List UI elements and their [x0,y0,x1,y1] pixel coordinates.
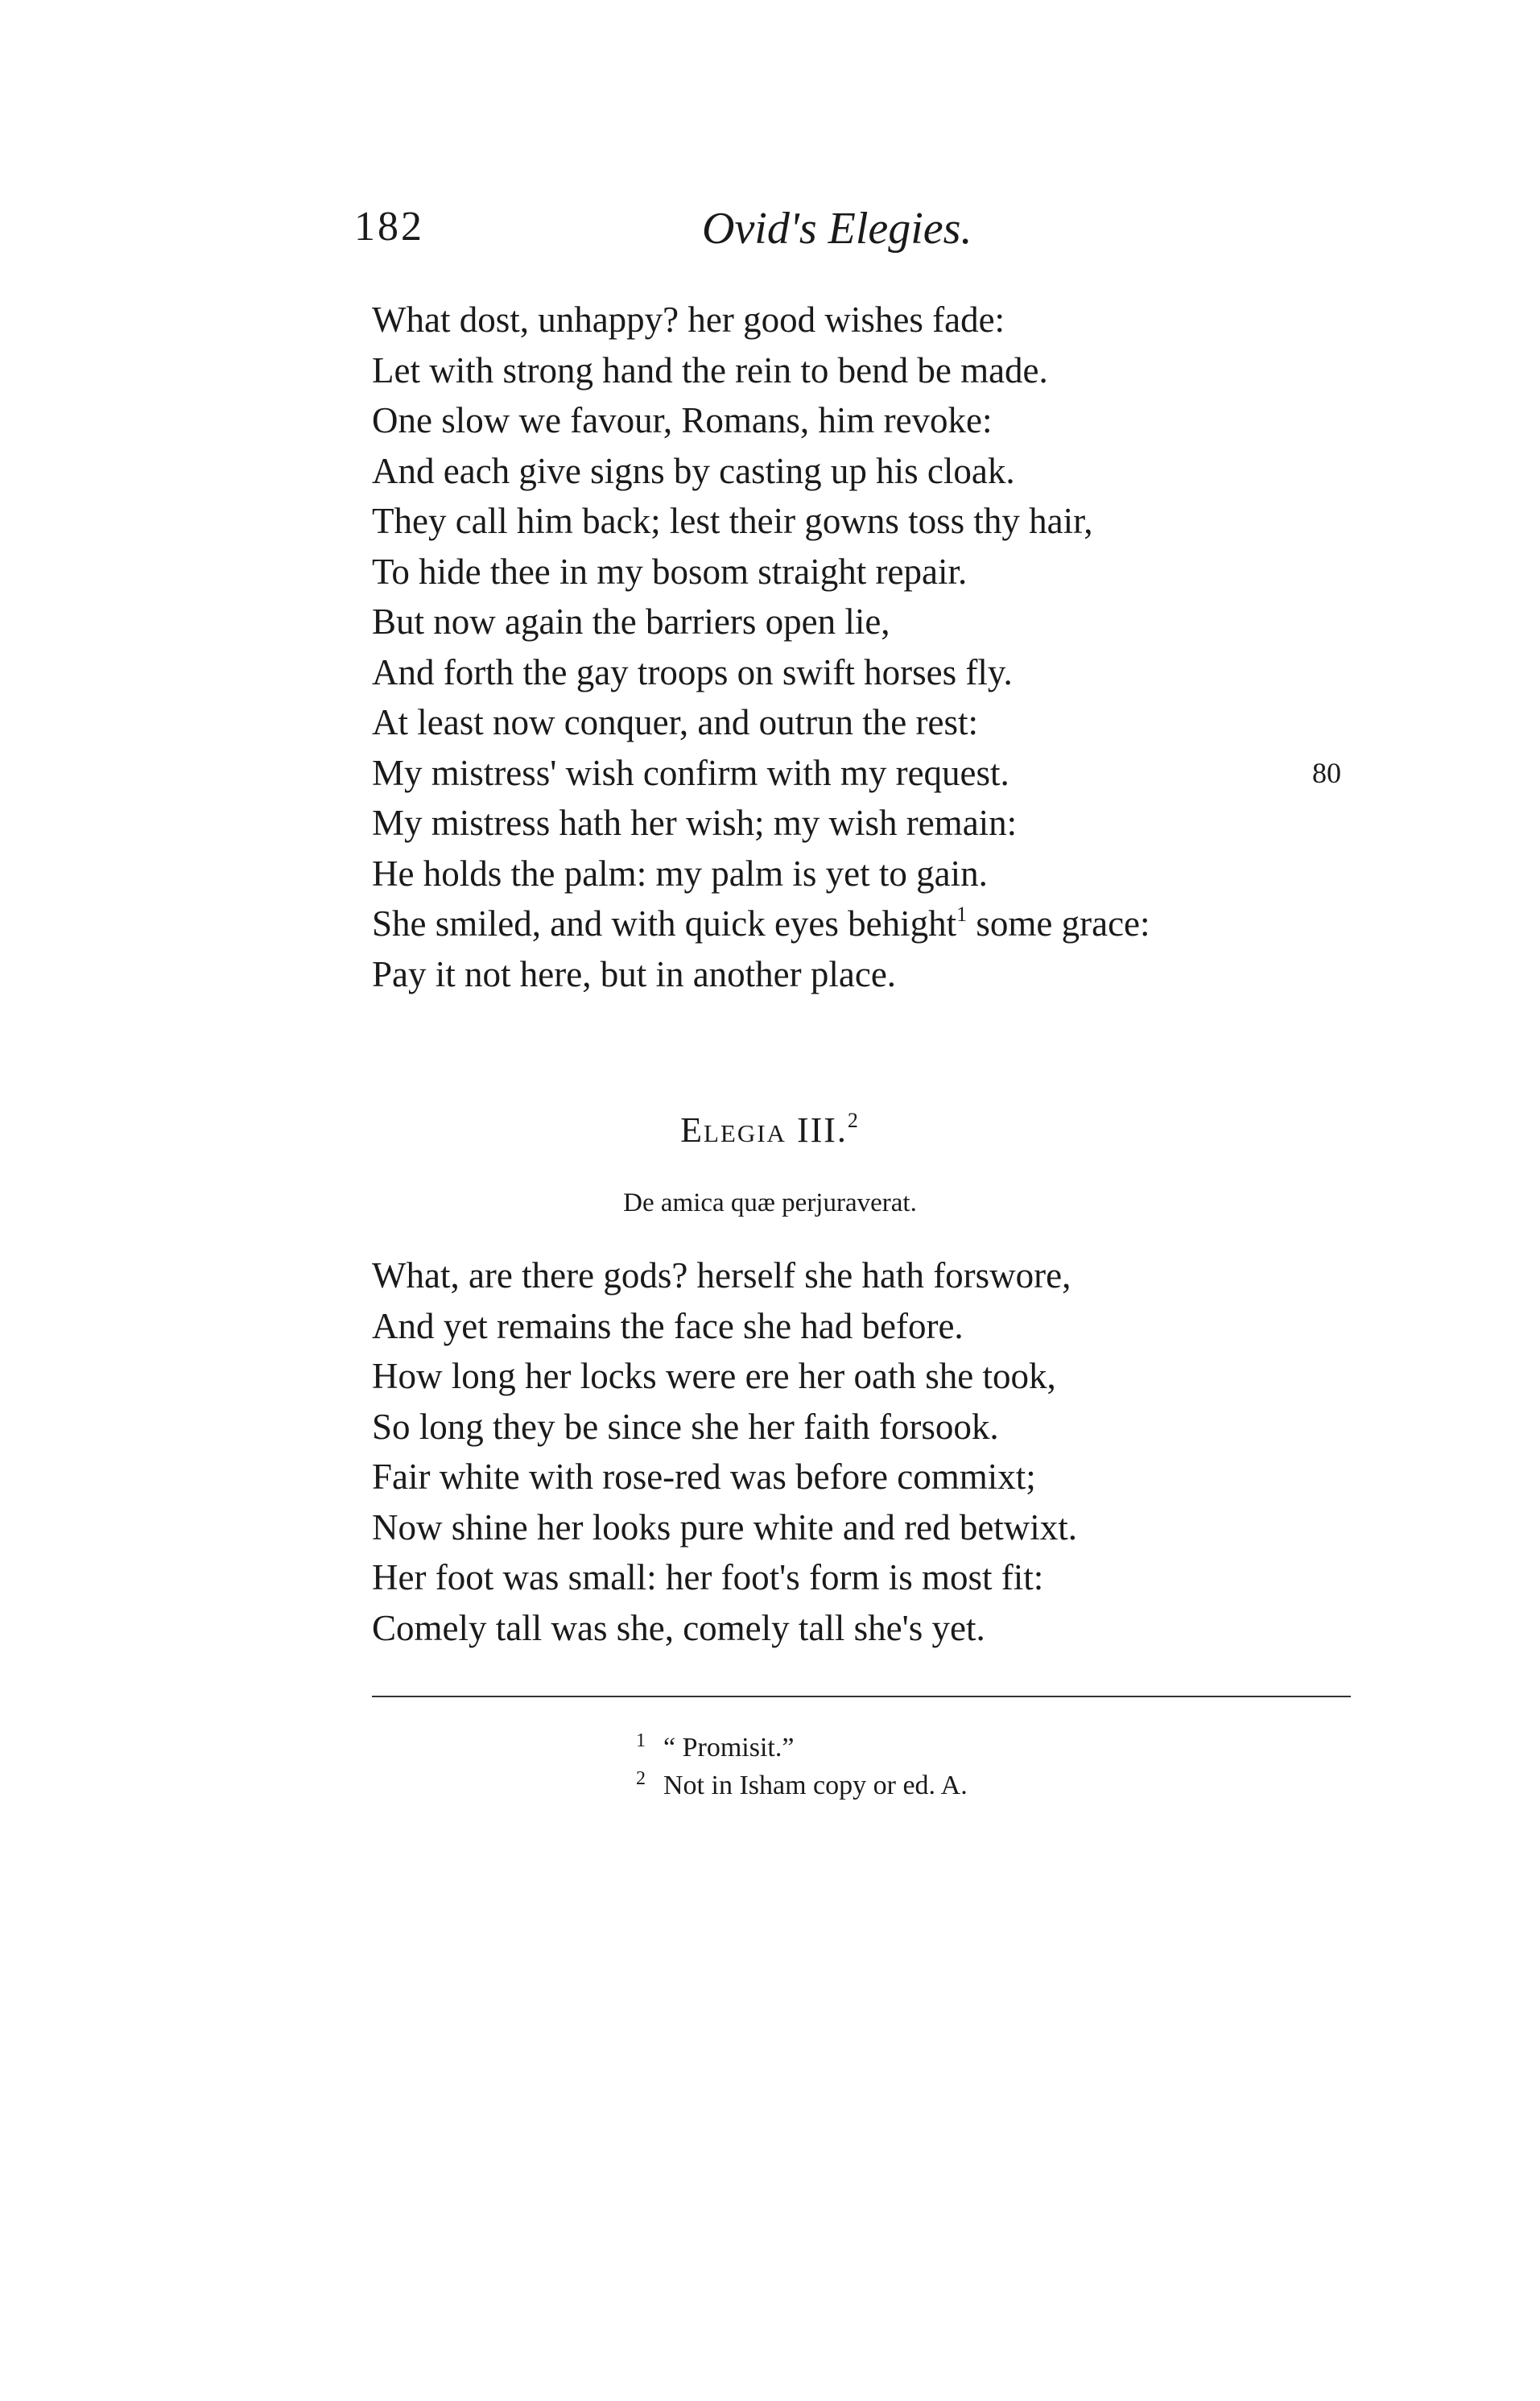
verse-line: How long her locks were ere her oath she took, [372,1356,1056,1396]
verse-line: And each give signs by casting up his cloak. [372,450,1015,491]
verse-line: At least now conquer, and outrun the rest: [372,702,979,742]
verse-line: Now shine her looks pure white and red betwixt. [372,1506,1078,1548]
footnote-reference-1: 1 [956,903,968,926]
verse-line: Comely tall was she, comely tall she's yet. [372,1607,985,1648]
verse-line-numbered [372,748,1341,799]
section-title [0,1110,1540,1151]
footnote-text: “ Promisit.” [663,1733,795,1763]
section-title-numeral: III. [796,1110,848,1150]
verse-line: But now again the barriers open lie, [372,601,890,642]
verse-line: Fair white with rose-red was before commixt; [372,1457,1036,1497]
verse-line-with-note [372,899,1150,949]
running-title: Ovid's Elegies. [702,204,972,254]
verse-line: So long they be since she her faith forsook. [372,1406,999,1447]
footnote: 1 “ Promisit.” [636,1730,795,1763]
footnote-text: Not in Isham copy or ed. A. [663,1771,968,1800]
verse-line: What, are there gods? herself she hath forswore, [372,1255,1071,1296]
section-subtitle: De amica quæ perjuraverat. [623,1188,917,1217]
verse-line-text: some grace: [967,903,1150,944]
verse-line: And yet remains the face she had before. [372,1305,964,1346]
verse-block-elegia-iii [372,1250,1077,1653]
verse-line: Her foot was small: her foot's form is most fit: [372,1557,1044,1597]
verse-line-text: My mistress' wish confirm with my request. [372,752,1009,793]
page-number: 182 [354,204,424,250]
verse-line: What dost, unhappy? her good wishes fade: [372,300,1005,340]
line-number: 80 [1312,756,1341,789]
verse-line: My mistress hath her wish; my wish remain: [372,803,1018,843]
verse-line-text: She smiled, and with quick eyes behight [372,903,957,944]
footnotes [636,1729,968,1804]
verse-block-elegia-ii [372,295,1341,999]
verse-line: To hide thee in my bosom straight repair. [372,551,968,592]
footnote-reference-2: 2 [847,1109,860,1132]
verse-line: One slow we favour, Romans, him revoke: [372,400,993,440]
verse-line: They call him back; lest their gowns toss thy hair, [372,501,1093,541]
section-title-prefix: Elegia [680,1110,787,1150]
verse-line: He holds the palm: my palm is yet to gain. [372,853,988,894]
verse-line: Pay it not here, but in another place. [372,953,897,994]
footnote: 2 Not in Isham copy or ed. A. [636,1768,968,1800]
verse-line: Let with strong hand the rein to bend be made. [372,349,1048,391]
footnote-divider [372,1696,1351,1697]
verse-line: And forth the gay troops on swift horses fly. [372,651,1013,692]
running-head [0,203,1540,267]
